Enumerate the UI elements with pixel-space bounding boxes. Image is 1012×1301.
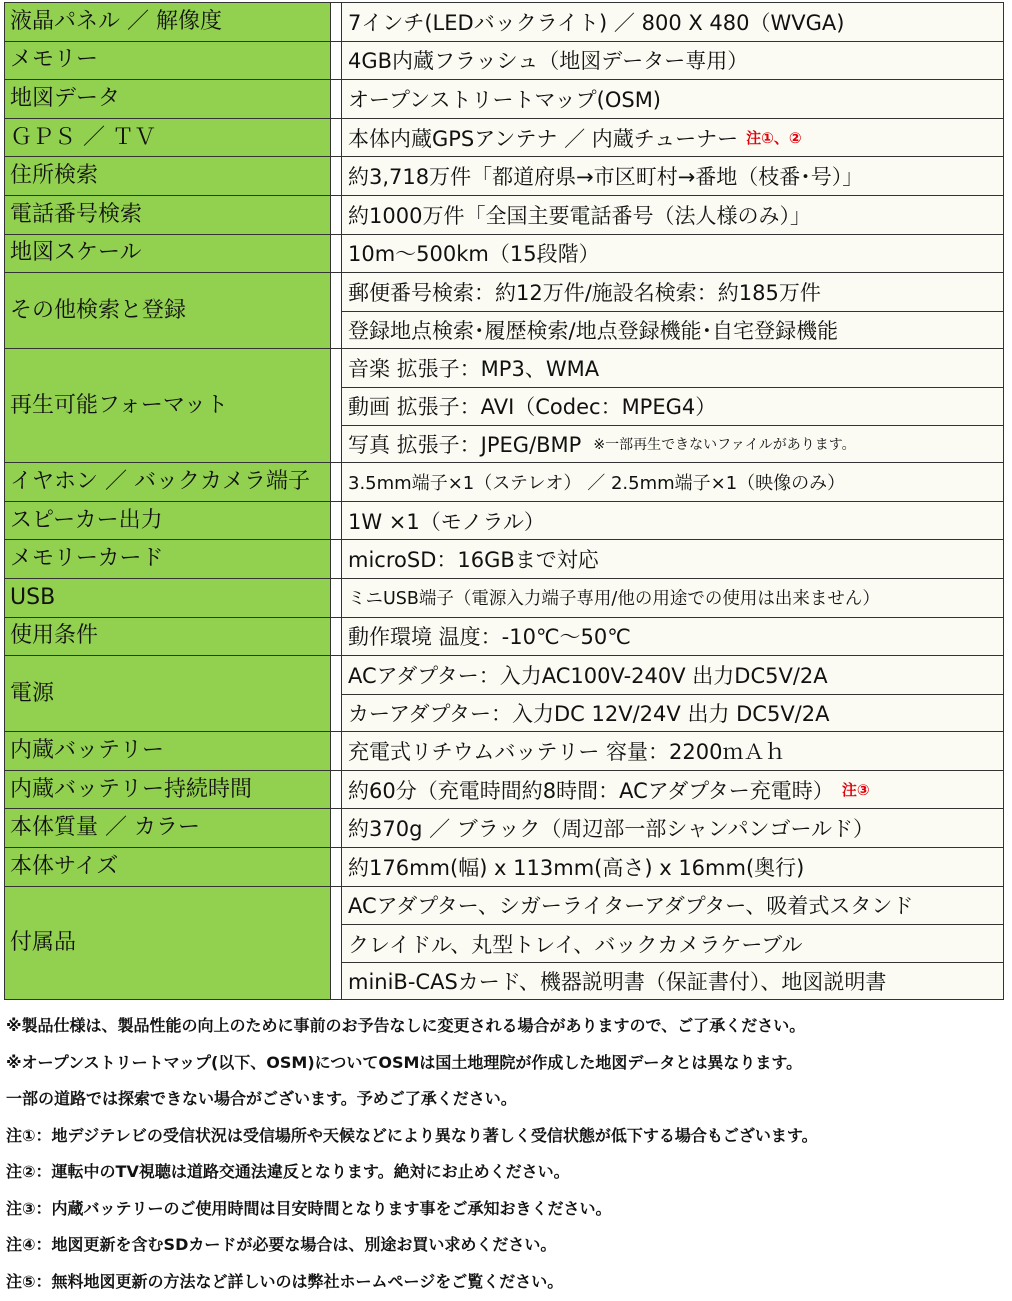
- spec-label: スピーカー出力: [4, 502, 331, 540]
- footnote-line: 一部の道路では探索できない場合がございます。予めご了承ください。: [6, 1089, 517, 1108]
- spec-row: [4, 195, 1004, 234]
- spec-row: [4, 770, 1004, 809]
- spec-row: [4, 348, 1004, 462]
- spec-row: [4, 501, 1004, 540]
- spec-value-text: 約370g ／ ブラック（周辺部一部シャンパンゴールド）: [348, 817, 875, 842]
- spec-values: [341, 579, 1004, 617]
- spec-row: [4, 731, 1004, 770]
- spec-value: [342, 809, 1003, 847]
- spec-row: [4, 41, 1004, 80]
- spec-values: [341, 235, 1004, 273]
- footnote-line: ※オープンストリートマップ(以下、OSM)についてOSMは国土地理院が作成した地図データとは異なります。: [6, 1052, 803, 1072]
- spec-values: [341, 848, 1004, 886]
- spec-value: [342, 273, 1003, 311]
- spec-value-text: 1W ×1（モノラル）: [348, 509, 545, 534]
- spec-row: [4, 156, 1004, 195]
- spec-row: [4, 272, 1004, 348]
- spec-values: [341, 656, 1004, 731]
- spec-label: 住所検索: [4, 157, 331, 195]
- spec-value: [342, 656, 1003, 694]
- footnote-line: 注⑤：無料地図更新の方法など詳しいのは弊社ホームページをご覧ください。: [6, 1271, 564, 1291]
- spec-row: [4, 655, 1004, 731]
- spec-value-text: 約1000万件「全国主要電話番号（法人様のみ）」: [348, 203, 811, 228]
- spec-value-text: ACアダプター、シガーライターアダプター、吸着式スタンド: [348, 894, 914, 919]
- spec-value-text: 3.5mm端子×1（ステレオ） ／ 2.5mm端子×1（映像のみ）: [348, 472, 846, 494]
- spec-value-text: microSD：16GBまで対応: [348, 548, 599, 573]
- spec-value-text: 充電式リチウムバッテリー 容量：2200ｍＡｈ: [348, 740, 786, 765]
- spec-values: [341, 273, 1004, 348]
- inline-remark: ※一部再生できないファイルがあります。: [593, 436, 856, 453]
- spec-row: [4, 234, 1004, 273]
- spec-label: ＧＰＳ ／ ＴＶ: [4, 119, 331, 157]
- spec-label: 内蔵バッテリー持続時間: [4, 771, 331, 809]
- spec-label: 付属品: [4, 887, 331, 1000]
- spec-value: [342, 80, 1003, 118]
- spec-row: [4, 462, 1004, 501]
- spec-value-text: 7インチ(LEDバックライト) ／ 800 X 480（WVGA): [348, 10, 845, 35]
- spec-value-text: miniB-CASカード、機器説明書（保証書付）、地図説明書: [348, 970, 887, 995]
- spec-row: [4, 539, 1004, 578]
- spec-value: [342, 618, 1003, 656]
- spec-row: [4, 847, 1004, 886]
- spec-value-text: 音楽 拡張子：MP3、WMA: [348, 357, 600, 382]
- spec-value-text: クレイドル、丸型トレイ、バックカメラケーブル: [348, 932, 803, 957]
- spec-label: イヤホン ／ バックカメラ端子: [4, 463, 331, 501]
- spec-value: [342, 540, 1003, 578]
- spec-label: 地図データ: [4, 80, 331, 118]
- spec-value-text: ミニUSB端子（電源入力端子専用/他の用途での使用は出来ません）: [348, 589, 880, 610]
- spec-label: メモリーカード: [4, 540, 331, 578]
- spec-row: [4, 2, 1004, 41]
- spec-value: [342, 425, 1003, 463]
- spec-value: [342, 42, 1003, 80]
- spec-value-text: 本体内蔵GPSアンテナ ／ 内蔵チューナー: [348, 126, 739, 151]
- spec-row: [4, 617, 1004, 656]
- spec-value-text: 動画 拡張子：AVI（Codec：MPEG4）: [348, 395, 717, 420]
- spec-values: [341, 463, 1004, 501]
- spec-values: [341, 80, 1004, 118]
- spec-value: [342, 771, 1003, 809]
- spec-label: 本体サイズ: [4, 848, 331, 886]
- spec-label: 内蔵バッテリー: [4, 732, 331, 770]
- spec-table: [4, 2, 1004, 1000]
- spec-value: [342, 157, 1003, 195]
- spec-values: [341, 809, 1004, 847]
- spec-label: 地図スケール: [4, 235, 331, 273]
- note-reference: 注③: [841, 781, 870, 800]
- spec-values: [341, 618, 1004, 656]
- spec-values: [341, 119, 1004, 157]
- footnote-line: 注②：運転中のTV視聴は道路交通法違反となります。絶対にお止めください。: [6, 1162, 570, 1181]
- spec-value-text: 4GB内蔵フラッシュ（地図データー専用）: [348, 49, 749, 74]
- spec-values: [341, 732, 1004, 770]
- spec-label: その他検索と登録: [4, 273, 331, 348]
- spec-value-text: 写真 拡張子：JPEG/BMP: [348, 432, 582, 457]
- spec-value: [342, 196, 1003, 234]
- spec-values: [341, 196, 1004, 234]
- spec-value-text: 動作環境 温度：-10℃～50℃: [348, 625, 631, 650]
- spec-value-text: 10m～500km（15段階）: [348, 242, 600, 267]
- spec-value-text: 約60分（充電時間約8時間：ACアダプター充電時）: [348, 778, 834, 803]
- spec-value: [342, 349, 1003, 387]
- spec-value: [342, 3, 1003, 41]
- spec-value-text: 登録地点検索･履歴検索/地点登録機能･自宅登録機能: [348, 319, 839, 344]
- spec-value: [342, 732, 1003, 770]
- footnote-line: 注④：地図更新を含むSDカードが必要な場合は、別途お買い求めください。: [6, 1235, 557, 1254]
- spec-row: [4, 808, 1004, 847]
- spec-value: [342, 119, 1003, 157]
- spec-value-text: 郵便番号検索：約12万件/施設名検索：約185万件: [348, 280, 821, 305]
- spec-label: USB: [4, 579, 331, 617]
- spec-value-text: 約176mm(幅) x 113mm(高さ) x 16mm(奥行): [348, 855, 805, 880]
- spec-value: [342, 924, 1003, 962]
- footnote-line: 注③：内蔵バッテリーのご使用時間は目安時間となります事をご承知おきください。: [6, 1198, 612, 1218]
- spec-value: [342, 502, 1003, 540]
- footnotes: [6, 1008, 1006, 1300]
- spec-values: [341, 540, 1004, 578]
- spec-value: [342, 463, 1003, 501]
- spec-label: 本体質量 ／ カラー: [4, 809, 331, 847]
- spec-row: [4, 578, 1004, 617]
- spec-value: [342, 694, 1003, 732]
- spec-values: [341, 157, 1004, 195]
- spec-values: [341, 3, 1004, 41]
- spec-values: [341, 887, 1004, 1000]
- spec-label: 再生可能フォーマット: [4, 349, 331, 462]
- spec-value-text: カーアダプター：入力DC 12V/24V 出力 DC5V/2A: [348, 701, 830, 726]
- spec-value-text: 約3,718万件「都道府県→市区町村→番地（枝番･号）」: [348, 165, 864, 190]
- spec-label: メモリー: [4, 42, 331, 80]
- spec-value: [342, 311, 1003, 349]
- spec-row: [4, 79, 1004, 118]
- spec-value: [342, 962, 1003, 1000]
- spec-values: [341, 771, 1004, 809]
- spec-label: 電話番号検索: [4, 196, 331, 234]
- spec-value: [342, 235, 1003, 273]
- spec-label: 液晶パネル ／ 解像度: [4, 3, 331, 41]
- spec-label: 使用条件: [4, 618, 331, 656]
- spec-row: [4, 118, 1004, 157]
- spec-values: [341, 42, 1004, 80]
- spec-value: [342, 848, 1003, 886]
- spec-value: [342, 579, 1003, 617]
- spec-label: 電源: [4, 656, 331, 731]
- footnote-line: 注①：地デジテレビの受信状況は受信場所や天候などにより異なり著しく受信状態が低下する場合もございます。: [6, 1125, 818, 1145]
- spec-values: [341, 502, 1004, 540]
- spec-value-text: ACアダプター：入力AC100V-240V 出力DC5V/2A: [348, 663, 828, 688]
- spec-value-text: オープンストリートマップ(OSM): [348, 87, 662, 112]
- note-reference: 注①、②: [746, 129, 802, 148]
- spec-values: [341, 349, 1004, 462]
- footnote-line: ※製品仕様は、製品性能の向上のために事前のお予告なしに変更される場合がありますので、ご了承ください。: [6, 1016, 806, 1035]
- spec-row: [4, 886, 1004, 1001]
- spec-value: [342, 387, 1003, 425]
- spec-value: [342, 887, 1003, 925]
